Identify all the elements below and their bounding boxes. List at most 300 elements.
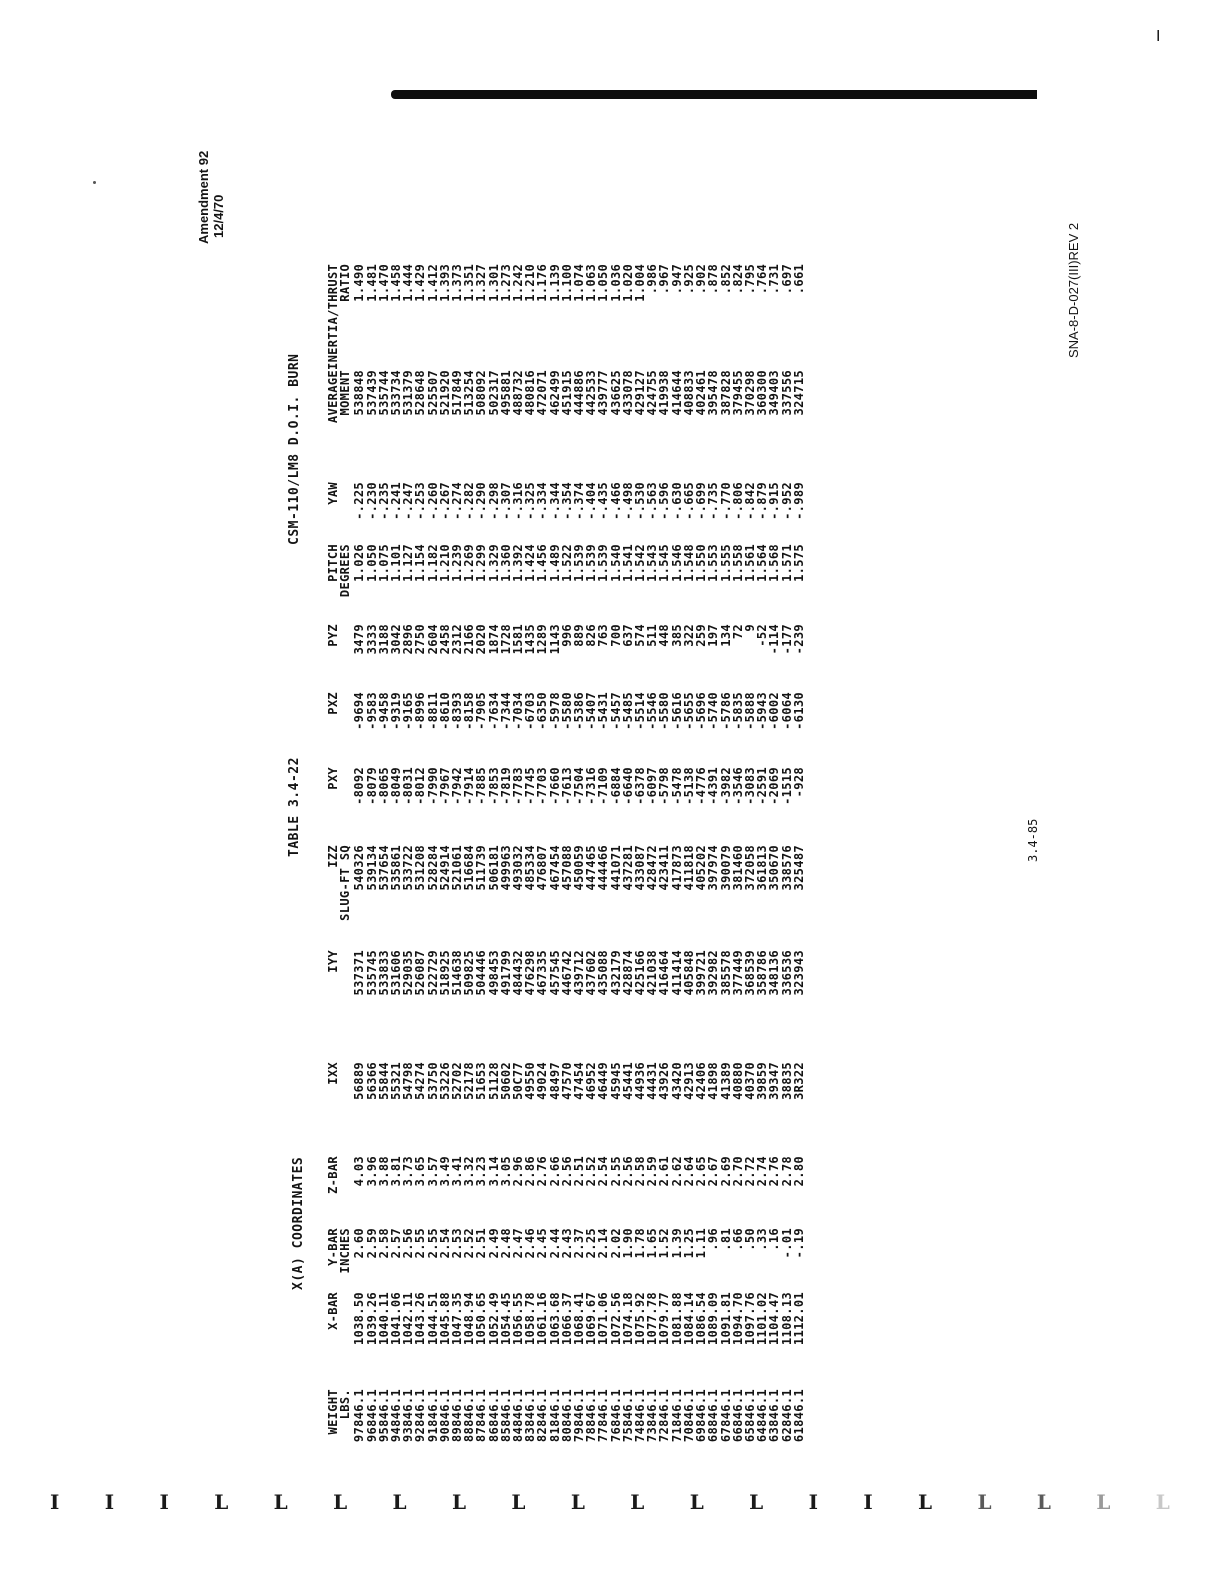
table-cell: 1.182: [425, 544, 440, 582]
table-cell: 1.301: [486, 263, 501, 302]
table-cell: 2166: [462, 624, 477, 655]
table-cell: 996: [559, 624, 574, 647]
table-cell: -.498: [620, 482, 635, 520]
table-cell: 9: [742, 624, 757, 632]
table-cell: 1.481: [364, 263, 379, 302]
table-cell: 62846.1: [779, 1389, 794, 1443]
table-cell: -.735: [706, 482, 721, 520]
table-cell: 1058.78: [523, 1292, 538, 1346]
table-cell: -.435: [596, 482, 611, 520]
table-cell: 1050.65: [474, 1292, 489, 1346]
table-cell: -8049: [389, 767, 404, 805]
table-cell: 50C77: [511, 1062, 526, 1100]
table-cell: -239: [791, 624, 806, 655]
table-cell: -6002: [767, 692, 782, 730]
table-cell: 1.139: [547, 263, 562, 302]
table-cell: -6130: [791, 692, 806, 730]
table-cell: 1.299: [474, 544, 489, 582]
table-cell: -7703: [535, 767, 550, 805]
table-cell: -8092: [352, 767, 367, 805]
table-cell: 53750: [425, 1062, 440, 1100]
table-cell: .661: [791, 263, 806, 295]
table-cell: 42406: [694, 1062, 709, 1100]
table-cell: -7504: [572, 767, 587, 805]
table-cell: 1874: [486, 624, 501, 655]
table-cell: 425166: [633, 950, 648, 996]
column-subheader: INCHES: [338, 1228, 353, 1274]
table-cell: 1039.26: [364, 1292, 379, 1346]
table-cell: 2.64: [681, 1156, 696, 1187]
table-cell: 55844: [376, 1062, 391, 1100]
table-cell: 1.571: [779, 544, 794, 582]
table-cell: 92846.1: [413, 1389, 428, 1443]
table-cell: 424755: [645, 370, 660, 416]
table-cell: -5431: [596, 692, 611, 730]
table-cell: 197: [706, 624, 721, 647]
table-cell: 1.456: [535, 544, 550, 582]
table-cell: -.596: [657, 482, 672, 520]
table-cell: -7660: [547, 767, 562, 805]
table-cell: 1.176: [535, 263, 550, 302]
table-cell: 429127: [633, 370, 648, 416]
table-cell: 1061.16: [535, 1292, 550, 1346]
table-cell: 41389: [718, 1062, 733, 1100]
table-cell: 516684: [462, 845, 477, 891]
table-cell: 338576: [779, 845, 794, 891]
table-cell: 1081.88: [669, 1292, 684, 1346]
table-cell: 1063.68: [547, 1292, 562, 1346]
thick-rule: [391, 90, 1037, 99]
table-cell: -5888: [742, 692, 757, 730]
table-cell: 1045.88: [437, 1292, 452, 1346]
table-cell: 399721: [694, 950, 709, 996]
table-cell: -5138: [681, 767, 696, 805]
table-cell: 525507: [425, 370, 440, 416]
table-cell: 538848: [352, 370, 367, 416]
table-cell: 54798: [401, 1062, 416, 1100]
table-cell: 1052.49: [486, 1292, 501, 1346]
table-cell: 390079: [718, 845, 733, 891]
table-cell: 2.55: [413, 1228, 428, 1259]
mass-properties-table: [327, 264, 805, 1465]
table-cell: 1044.51: [425, 1292, 440, 1346]
table-cell: 134: [718, 624, 733, 647]
column-header: IYY: [326, 950, 340, 973]
table-cell: 1.539: [584, 544, 599, 582]
table-cell: -.952: [779, 482, 794, 520]
table-cell: 537371: [352, 950, 367, 996]
table-cell: 533722: [401, 845, 416, 891]
table-cell: 1.373: [450, 263, 465, 302]
table-cell: 259: [694, 624, 709, 647]
table-cell: 2.61: [657, 1156, 672, 1187]
table-cell: 2.74: [755, 1156, 770, 1187]
table-cell: 85846.1: [498, 1389, 513, 1443]
table-cell: 1.210: [523, 263, 538, 302]
table-cell: 533833: [376, 950, 391, 996]
table-cell: 528648: [413, 370, 428, 416]
table-cell: 81846.1: [547, 1389, 562, 1443]
column-subheader: DEGREES: [338, 544, 353, 598]
table-cell: -8065: [376, 767, 391, 805]
table-cell: 44431: [645, 1062, 660, 1100]
column-header: Z-BAR: [326, 1156, 340, 1194]
table-row: [707, 264, 719, 1465]
table-cell: 3.23: [474, 1156, 489, 1187]
table-cell: 75846.1: [620, 1389, 635, 1443]
table-cell: 1.020: [620, 263, 635, 302]
table-cell: 368539: [742, 950, 757, 996]
table-cell: 1.210: [437, 544, 452, 582]
table-cell: -8393: [450, 692, 465, 730]
table-cell: 3333: [364, 624, 379, 655]
table-cell: 1.553: [706, 544, 721, 582]
column-header: IXX: [326, 1062, 340, 1085]
table-cell: 476298: [523, 950, 538, 996]
table-cell: 1.444: [401, 263, 416, 302]
table-cell: -5485: [620, 692, 635, 730]
table-cell: -.530: [633, 482, 648, 520]
table-row: [793, 264, 805, 1465]
table-cell: 506181: [486, 845, 501, 891]
table-cell: 88846.1: [462, 1389, 477, 1443]
table-cell: 2.80: [791, 1156, 806, 1187]
table-cell: 1112.01: [791, 1292, 806, 1346]
table-cell: 79846.1: [572, 1389, 587, 1443]
table-cell: -9319: [389, 692, 404, 730]
table-title: TABLE 3.4-22: [287, 757, 302, 857]
table-cell: 416464: [657, 950, 672, 996]
table-cell: 462499: [547, 370, 562, 416]
table-cell: 433078: [620, 370, 635, 416]
table-cell: -928: [791, 767, 806, 798]
table-cell: -9583: [364, 692, 379, 730]
table-cell: 1079.77: [657, 1292, 672, 1346]
table-cell: 423411: [657, 845, 672, 891]
table-cell: 1.65: [645, 1228, 660, 1259]
table-cell: .925: [681, 263, 696, 295]
table-cell: 72846.1: [657, 1389, 672, 1443]
table-cell: 322: [681, 624, 696, 647]
table-cell: 3.41: [450, 1156, 465, 1187]
table-cell: 397974: [706, 845, 721, 891]
corner-mark: I: [1156, 28, 1161, 45]
table-cell: .731: [767, 263, 782, 295]
table-cell: 70846.1: [681, 1389, 696, 1443]
table-cell: 1435: [523, 624, 538, 655]
table-cell: -9458: [376, 692, 391, 730]
table-cell: 1.351: [462, 263, 477, 302]
table-cell: 531379: [401, 370, 416, 416]
table-cell: -6064: [779, 692, 794, 730]
footer-mark: L: [689, 1490, 704, 1514]
table-cell: 1.036: [608, 263, 623, 302]
table-cell: 2.46: [523, 1228, 538, 1259]
table-cell: .81: [718, 1228, 733, 1251]
table-cell: 69846.1: [694, 1389, 709, 1443]
table-cell: 1.561: [742, 544, 757, 582]
column-header: Y-BAR: [326, 1228, 340, 1266]
table-cell: 1.540: [608, 544, 623, 582]
footer-mark: I: [104, 1490, 115, 1514]
table-cell: 95846.1: [376, 1389, 391, 1443]
table-cell: -7745: [523, 767, 538, 805]
table-cell: 763: [596, 624, 611, 647]
table-cell: 348136: [767, 950, 782, 996]
table-cell: 1.004: [633, 263, 648, 302]
table-cell: 442533: [584, 370, 599, 416]
table-cell: -5616: [669, 692, 684, 730]
table-cell: -5580: [657, 692, 672, 730]
table-cell: 1069.67: [584, 1292, 599, 1346]
table-cell: -8158: [462, 692, 477, 730]
table-cell: -.354: [559, 482, 574, 520]
table-cell: 2.52: [462, 1228, 477, 1259]
table-cell: 1066.37: [559, 1292, 574, 1346]
table-cell: 1.050: [596, 263, 611, 302]
table-cell: 38835: [779, 1062, 794, 1100]
table-cell: 2750: [413, 624, 428, 655]
footer-mark: I: [50, 1490, 60, 1514]
table-cell: 405202: [694, 845, 709, 891]
table-cell: 508092: [474, 370, 489, 416]
table-cell: 1.360: [498, 544, 513, 582]
table-cell: 1054.45: [498, 1292, 513, 1346]
table-cell: 55321: [389, 1062, 404, 1100]
table-cell: 537439: [364, 370, 379, 416]
table-cell: -7942: [450, 767, 465, 805]
footer-mark: L: [570, 1490, 585, 1514]
table-cell: 476807: [535, 845, 550, 891]
table-cell: -.806: [730, 482, 745, 520]
table-cell: 73846.1: [645, 1389, 660, 1443]
table-cell: 1.564: [755, 544, 770, 582]
table-cell: 1072.56: [608, 1292, 623, 1346]
table-cell: 3.96: [364, 1156, 379, 1187]
table-cell: 1101.02: [755, 1292, 770, 1346]
column-subheader: [339, 767, 351, 845]
table-cell: .66: [730, 1228, 745, 1251]
table-cell: 518925: [437, 950, 452, 996]
table-cell: 2.52: [584, 1156, 599, 1187]
table-cell: -.225: [352, 482, 367, 520]
table-cell: -7613: [559, 767, 574, 805]
table-cell: -.630: [669, 482, 684, 520]
table-cell: -7967: [437, 767, 452, 805]
table-header-row-2: [339, 264, 351, 1465]
page-number: 3.4-85: [1026, 818, 1040, 862]
table-cell: -.842: [742, 482, 757, 520]
table-cell: 1581: [511, 624, 526, 655]
table-cell: .697: [779, 263, 794, 295]
table-cell: 94846.1: [389, 1389, 404, 1443]
table-cell: 40370: [742, 1062, 757, 1100]
table-cell: 3.81: [389, 1156, 404, 1187]
table-cell: 66846.1: [730, 1389, 745, 1443]
column-subheader: [339, 1156, 351, 1228]
table-cell: 2.62: [669, 1156, 684, 1187]
table-cell: 1.424: [523, 544, 538, 582]
table-cell: 2.65: [694, 1156, 709, 1187]
table-cell: 385: [669, 624, 684, 647]
table-cell: 517849: [450, 370, 465, 416]
table-cell: 45945: [608, 1062, 623, 1100]
column-header: PITCH: [326, 544, 340, 582]
table-cell: 539134: [364, 845, 379, 891]
table-cell: 65846.1: [742, 1389, 757, 1443]
table-cell: -5655: [681, 692, 696, 730]
table-cell: -.665: [681, 482, 696, 520]
table-cell: -5696: [694, 692, 709, 730]
table-cell: 3.88: [376, 1156, 391, 1187]
table-cell: 1.269: [462, 544, 477, 582]
table-cell: 87846.1: [474, 1389, 489, 1443]
table-cell: 467454: [547, 845, 562, 891]
table-cell: 3.14: [486, 1156, 501, 1187]
table-body: [351, 264, 805, 1465]
table-cell: 45441: [620, 1062, 635, 1100]
table-cell: 78846.1: [584, 1389, 599, 1443]
column-subheader: [339, 1062, 351, 1156]
table-cell: 495881: [498, 370, 513, 416]
table-row: [351, 264, 365, 1465]
table-cell: 521920: [437, 370, 452, 416]
table-row: [427, 264, 439, 1465]
footer-mark: L: [749, 1490, 764, 1514]
table-cell: .33: [755, 1228, 770, 1251]
footer-marks: [50, 1488, 1170, 1512]
table-cell: 1.392: [511, 544, 526, 582]
table-cell: 1.393: [437, 263, 452, 302]
table-cell: 493032: [511, 845, 526, 891]
table-cell: -.334: [535, 482, 550, 520]
column-header: AVERAGE: [326, 370, 340, 424]
table-row: [475, 264, 487, 1465]
table-cell: 83846.1: [523, 1389, 538, 1443]
table-cell: -.466: [608, 482, 623, 520]
table-cell: 56366: [364, 1062, 379, 1100]
footer-mark: L: [1155, 1490, 1170, 1514]
table-cell: 3188: [376, 624, 391, 655]
table-cell: 574: [633, 624, 648, 647]
table-cell: -8012: [413, 767, 428, 805]
table-cell: 51128: [486, 1062, 501, 1100]
footer-mark: L: [273, 1490, 288, 1514]
table-cell: 3.73: [401, 1156, 416, 1187]
table-cell: 2.56: [620, 1156, 635, 1187]
table-cell: 1.558: [730, 544, 745, 582]
table-cell: .947: [669, 263, 684, 295]
table-cell: 451915: [559, 370, 574, 416]
table-cell: 1.539: [596, 544, 611, 582]
table-cell: 392982: [706, 950, 721, 996]
table-cell: 498453: [486, 950, 501, 996]
table-cell: 325487: [791, 845, 806, 891]
table-cell: -.325: [523, 482, 538, 520]
table-cell: -.699: [694, 482, 709, 520]
table-cell: -8031: [401, 767, 416, 805]
table-cell: 1089.09: [706, 1292, 721, 1346]
table-row: [720, 264, 732, 1465]
table-cell: 511739: [474, 845, 489, 891]
table-cell: -177: [779, 624, 794, 655]
table-cell: 350670: [767, 845, 782, 891]
table-cell: 3042: [389, 624, 404, 655]
table-cell: 2.53: [450, 1228, 465, 1259]
table-cell: 1068.41: [572, 1292, 587, 1346]
table-cell: 1.329: [486, 544, 501, 582]
table-cell: 2.51: [474, 1228, 489, 1259]
table-cell: -.247: [401, 482, 416, 520]
footer-mark: I: [808, 1490, 818, 1514]
table-cell: 2.49: [486, 1228, 501, 1259]
table-cell: 447465: [584, 845, 599, 891]
table-cell: 337556: [779, 370, 794, 416]
column-subheader: [339, 1292, 351, 1389]
table-cell: 514638: [450, 950, 465, 996]
table-cell: 1.542: [633, 544, 648, 582]
column-header: INERTIA/THRUST: [326, 263, 340, 370]
table-cell: -7783: [511, 767, 526, 805]
table-cell: -8811: [425, 692, 440, 730]
table-cell: 1.539: [572, 544, 587, 582]
table-cell: 439712: [572, 950, 587, 996]
table-cell: -7316: [584, 767, 599, 805]
table-cell: 46952: [584, 1062, 599, 1100]
table-cell: 450059: [572, 845, 587, 891]
table-cell: 387828: [718, 370, 733, 416]
table-cell: 2.43: [559, 1228, 574, 1259]
table-cell: 1.550: [694, 544, 709, 582]
table-cell: 1.100: [559, 263, 574, 302]
table-cell: 96846.1: [364, 1389, 379, 1443]
table-cell: 93846.1: [401, 1389, 416, 1443]
table-cell: 1.575: [791, 544, 806, 582]
table-cell: 1.154: [413, 544, 428, 582]
table-cell: -6350: [535, 692, 550, 730]
table-cell: 1038.50: [352, 1292, 367, 1346]
footer-mark: L: [977, 1490, 992, 1514]
table-cell: 1042.11: [401, 1292, 416, 1346]
table-cell: -9165: [401, 692, 416, 730]
table-cell: 1040.11: [376, 1292, 391, 1346]
table-cell: 504446: [474, 950, 489, 996]
table-cell: 1.050: [364, 544, 379, 582]
table-cell: -.19: [791, 1228, 806, 1259]
footer-mark: L: [214, 1490, 229, 1514]
table-cell: -8610: [437, 692, 452, 730]
table-cell: 89846.1: [450, 1389, 465, 1443]
column-header: PXY: [326, 767, 340, 790]
table-cell: 4.03: [352, 1156, 367, 1187]
table-cell: 2896: [401, 624, 416, 655]
table-cell: .96: [706, 1228, 721, 1251]
table-cell: -.267: [437, 482, 452, 520]
table-cell: 2.55: [425, 1228, 440, 1259]
column-subheader: [339, 624, 351, 692]
amendment-line2: 12/4/70: [211, 194, 226, 238]
table-cell: 1.548: [681, 544, 696, 582]
table-cell: -5478: [669, 767, 684, 805]
table-cell: 3.05: [498, 1156, 513, 1187]
table-cell: 90846.1: [437, 1389, 452, 1443]
table-subtitle: CSM-110/LM8 D.O.I. BURN: [287, 353, 302, 545]
table-cell: 1077.78: [645, 1292, 660, 1346]
table-cell: 2.69: [718, 1156, 733, 1187]
table-cell: -.879: [755, 482, 770, 520]
table-cell: 54274: [413, 1062, 428, 1100]
table-cell: 41898: [706, 1062, 721, 1100]
